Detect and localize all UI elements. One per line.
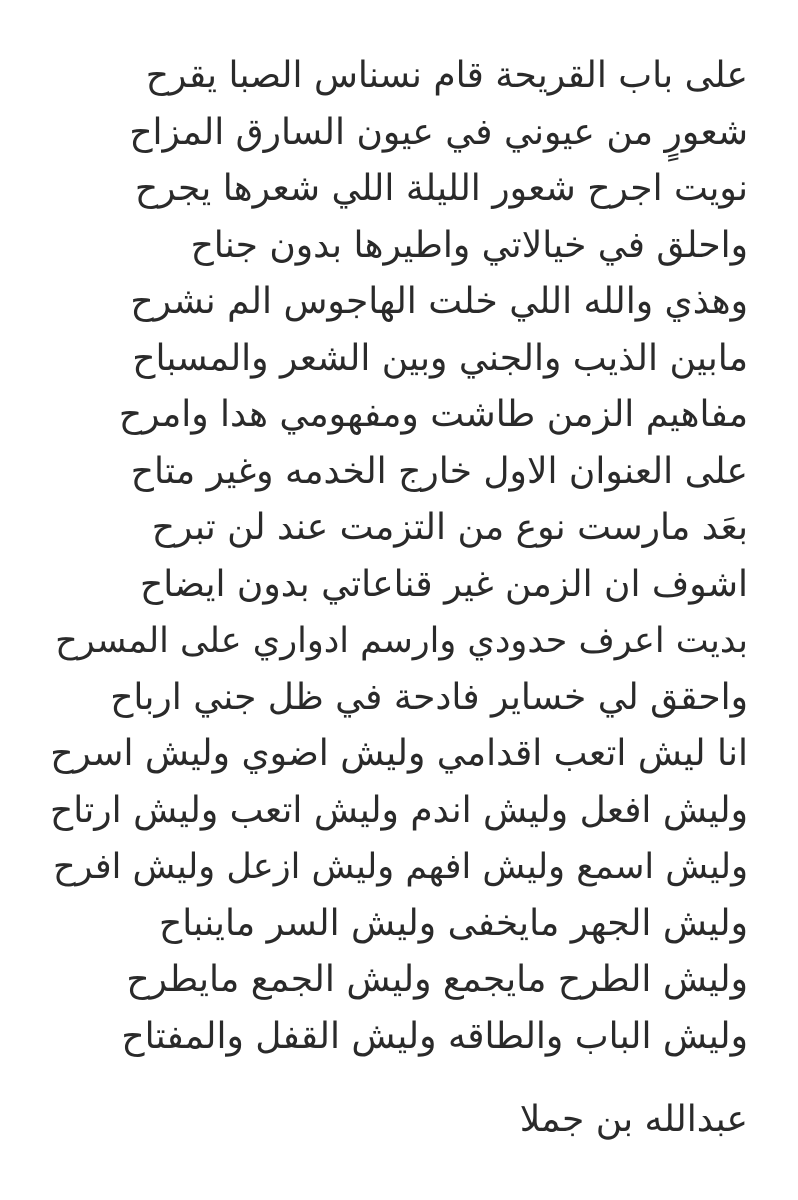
author-signature: عبدالله بن جملا <box>519 1099 748 1140</box>
poem-line: اشوف ان الزمن غير قناعاتي بدون ايضاح <box>140 563 748 605</box>
poem-line: وليش اسمع وليش افهم وليش ازعل وليش افرح <box>52 847 748 887</box>
poem-line: وليش الباب والطاقه وليش القفل والمفتاح <box>121 1015 748 1057</box>
poem-line: نويت اجرح شعور الليلة اللي شعرها يجرح <box>134 168 748 209</box>
poem-line: وهذي والله اللي خلت الهاجوس الم نشرح <box>130 281 748 322</box>
poem-line: انا ليش اتعب اقدامي وليش اضوي وليش اسرح <box>50 733 748 774</box>
poem-line: وليش افعل وليش اندم وليش اتعب وليش ارتاح <box>50 789 748 831</box>
poem-line: وليش الطرح مايجمع وليش الجمع مايطرح <box>126 959 748 1000</box>
poem-line: وليش الجهر مايخفى وليش السر ماينباح <box>159 902 748 944</box>
poem-line: مابين الذيب والجني وبين الشعر والمسباح <box>132 337 748 379</box>
poem-line: واحلق في خيالاتي واطيرها بدون جناح <box>190 224 748 266</box>
poem-line: واحقق لي خساير فادحة في ظل جني ارباح <box>110 676 748 718</box>
poem-line: على باب القريحة قام نسناس الصبا يقرح <box>145 55 748 96</box>
poem-line: بديت اعرف حدودي وارسم ادواري على المسرح <box>55 621 748 661</box>
poem-line: بعَد مارست نوع من التزمت عند لن تبرح <box>151 507 748 548</box>
poem-line: مفاهيم الزمن طاشت ومفهومي هدا وامرح <box>118 394 748 435</box>
poem-line: على العنوان الاول خارج الخدمه وغير متاح <box>130 450 748 492</box>
poem-line: شعورٍ من عيوني في عيون السارق المزاح <box>129 111 748 153</box>
poem-text <box>48 48 748 1065</box>
